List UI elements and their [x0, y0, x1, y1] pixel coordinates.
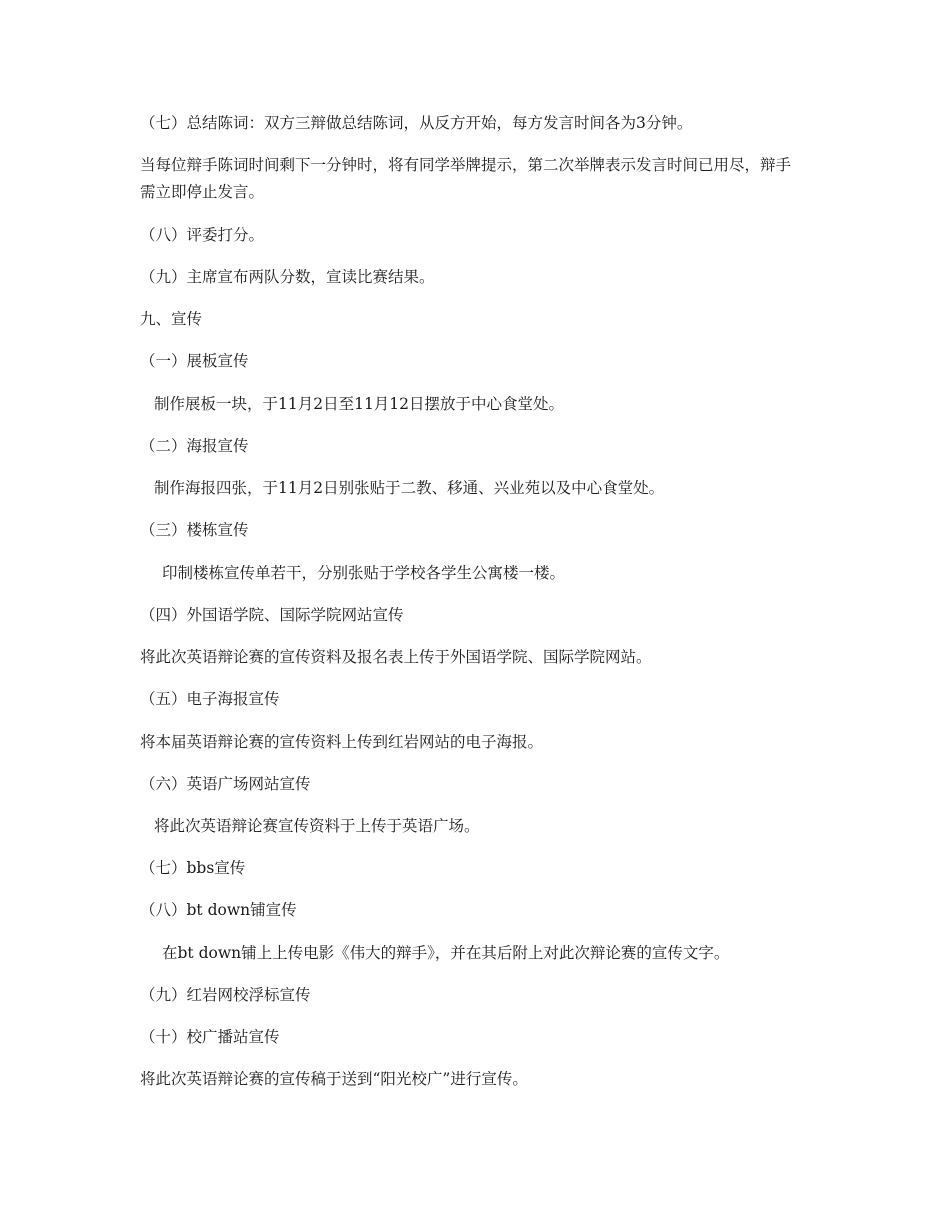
- subheading-campus-radio: （十）校广播站宣传: [140, 1028, 280, 1046]
- subheading-e-poster: （五）电子海报宣传: [140, 690, 280, 708]
- subheading-bbs: （七）bbs宣传: [140, 859, 246, 877]
- paragraph-judges-scoring: （八）评委打分。: [140, 226, 265, 244]
- subheading-display-board: （一）展板宣传: [140, 352, 249, 370]
- paragraph-college-websites: 将此次英语辩论赛的宣传资料及报名表上传于外国语学院、国际学院网站。: [140, 648, 652, 666]
- paragraph-display-board: 制作展板一块，于11月2日至11月12日摆放于中心食堂处。: [154, 395, 565, 413]
- subheading-english-square: （六）英语广场网站宣传: [140, 775, 311, 793]
- subheading-college-websites: （四）外国语学院、国际学院网站宣传: [140, 606, 404, 624]
- paragraph-e-poster: 将本届英语辩论赛的宣传资料上传到红岩网站的电子海报。: [140, 733, 544, 751]
- paragraph-announce-results: （九）主席宣布两队分数，宣读比赛结果。: [140, 268, 435, 286]
- subheading-bt-down: （八）bt down铺宣传: [140, 901, 297, 919]
- subheading-building: （三）楼栋宣传: [140, 521, 249, 539]
- subheading-posters: （二）海报宣传: [140, 437, 249, 455]
- section-heading-publicity: 九、宣传: [140, 310, 203, 328]
- paragraph-bt-down: 在bt down铺上上传电影《伟大的辩手》，并在其后附上对此次辩论赛的宣传文字。: [162, 944, 730, 962]
- paragraph-english-square: 将此次英语辩论赛宣传资料于上传于英语广场。: [154, 817, 480, 835]
- paragraph-campus-radio: 将此次英语辩论赛的宣传稿于送到“阳光校广”进行宣传。: [140, 1070, 528, 1088]
- paragraph-closing-statement: （七）总结陈词：双方三辩做总结陈词，从反方开始，每方发言时间各为3分钟。: [140, 114, 693, 132]
- paragraph-posters: 制作海报四张，于11月2日别张贴于二教、移通、兴业苑以及中心食堂处。: [154, 479, 665, 497]
- paragraph-timing-rule: 当每位辩手陈词时间剩下一分钟时，将有同学举牌提示，第二次举牌表示发言时间已用尽，辩手需立即停止发言。: [140, 156, 792, 201]
- subheading-redrock-float: （九）红岩网校浮标宣传: [140, 986, 311, 1004]
- paragraph-building: 印制楼栋宣传单若干，分别张贴于学校各学生公寓楼一楼。: [162, 564, 566, 582]
